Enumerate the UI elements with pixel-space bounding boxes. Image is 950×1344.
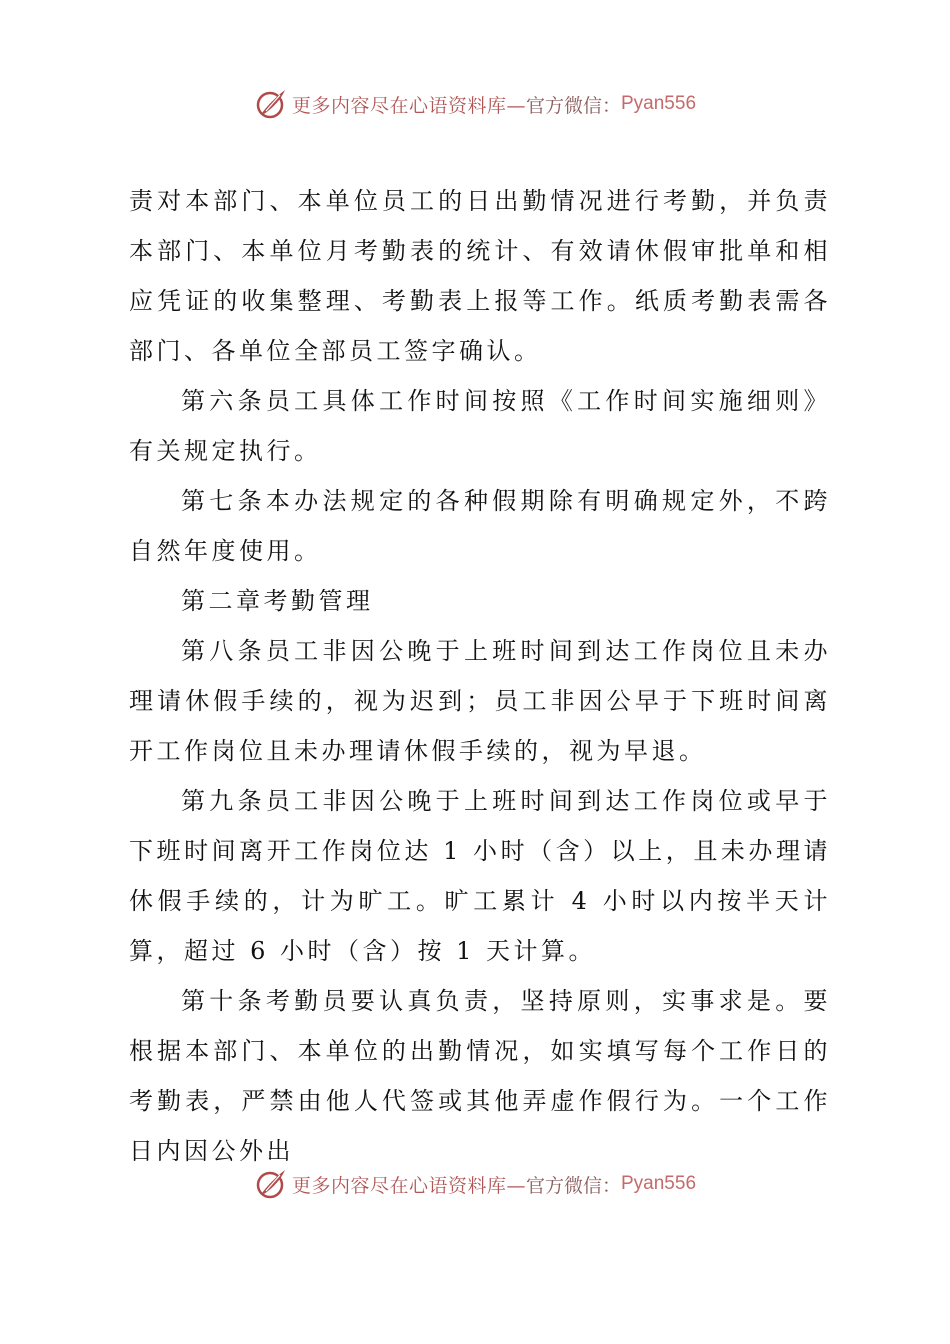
banner-wechat-id: Pyan556 <box>621 1173 697 1194</box>
chapter-heading: 第二章考勤管理 <box>181 587 374 615</box>
paragraph-article-10: 第十条考勤员要认真负责，坚持原则，实事求是。要根据本部门、本单位的出勤情况，如实填写每个工作日的考勤表，严禁由他人代签或其他弄虚作假行为。一个工作日内因公外出 <box>129 987 831 1165</box>
footer-banner <box>0 1164 950 1204</box>
paragraph-article-8: 第八条员工非因公晚于上班时间到达工作岗位且未办理请休假手续的，视为迟到；员工非因公早于下班时间离开工作岗位且未办理请休假手续的，视为早退。 <box>129 637 831 765</box>
paragraph-article-7: 第七条本办法规定的各种假期除有明确规定外，不跨自然年度使用。 <box>129 487 831 565</box>
document-body <box>129 176 831 1176</box>
paragraph-article-9: 第九条员工非因公晚于上班时间到达工作岗位或早于下班时间离开工作岗位达 1 小时（含）以上，且未办理请休假手续的，计为旷工。旷工累计 4 小时以内按半天计算，超过 6 小时（含）按 1 天计算。 <box>129 787 831 965</box>
banner-wechat-label: 官方微信： <box>525 1174 621 1197</box>
quill-logo-icon <box>254 1167 288 1201</box>
header-banner <box>0 84 950 124</box>
paragraph-article-6: 第六条员工具体工作时间按照《工作时间实施细则》有关规定执行。 <box>129 387 831 465</box>
banner-text: 更多内容尽在心语资料库— <box>291 94 526 117</box>
banner-wechat-label: 官方微信： <box>525 94 621 117</box>
quill-logo-icon <box>254 87 288 121</box>
banner-text: 更多内容尽在心语资料库— <box>291 1174 526 1197</box>
paragraph-continuation: 责对本部门、本单位员工的日出勤情况进行考勤，并负责本部门、本单位月考勤表的统计、有效请休假审批单和相应凭证的收集整理、考勤表上报等工作。纸质考勤表需各部门、各单位全部员工签字确认。 <box>129 187 831 365</box>
banner-wechat-id: Pyan556 <box>621 93 697 114</box>
